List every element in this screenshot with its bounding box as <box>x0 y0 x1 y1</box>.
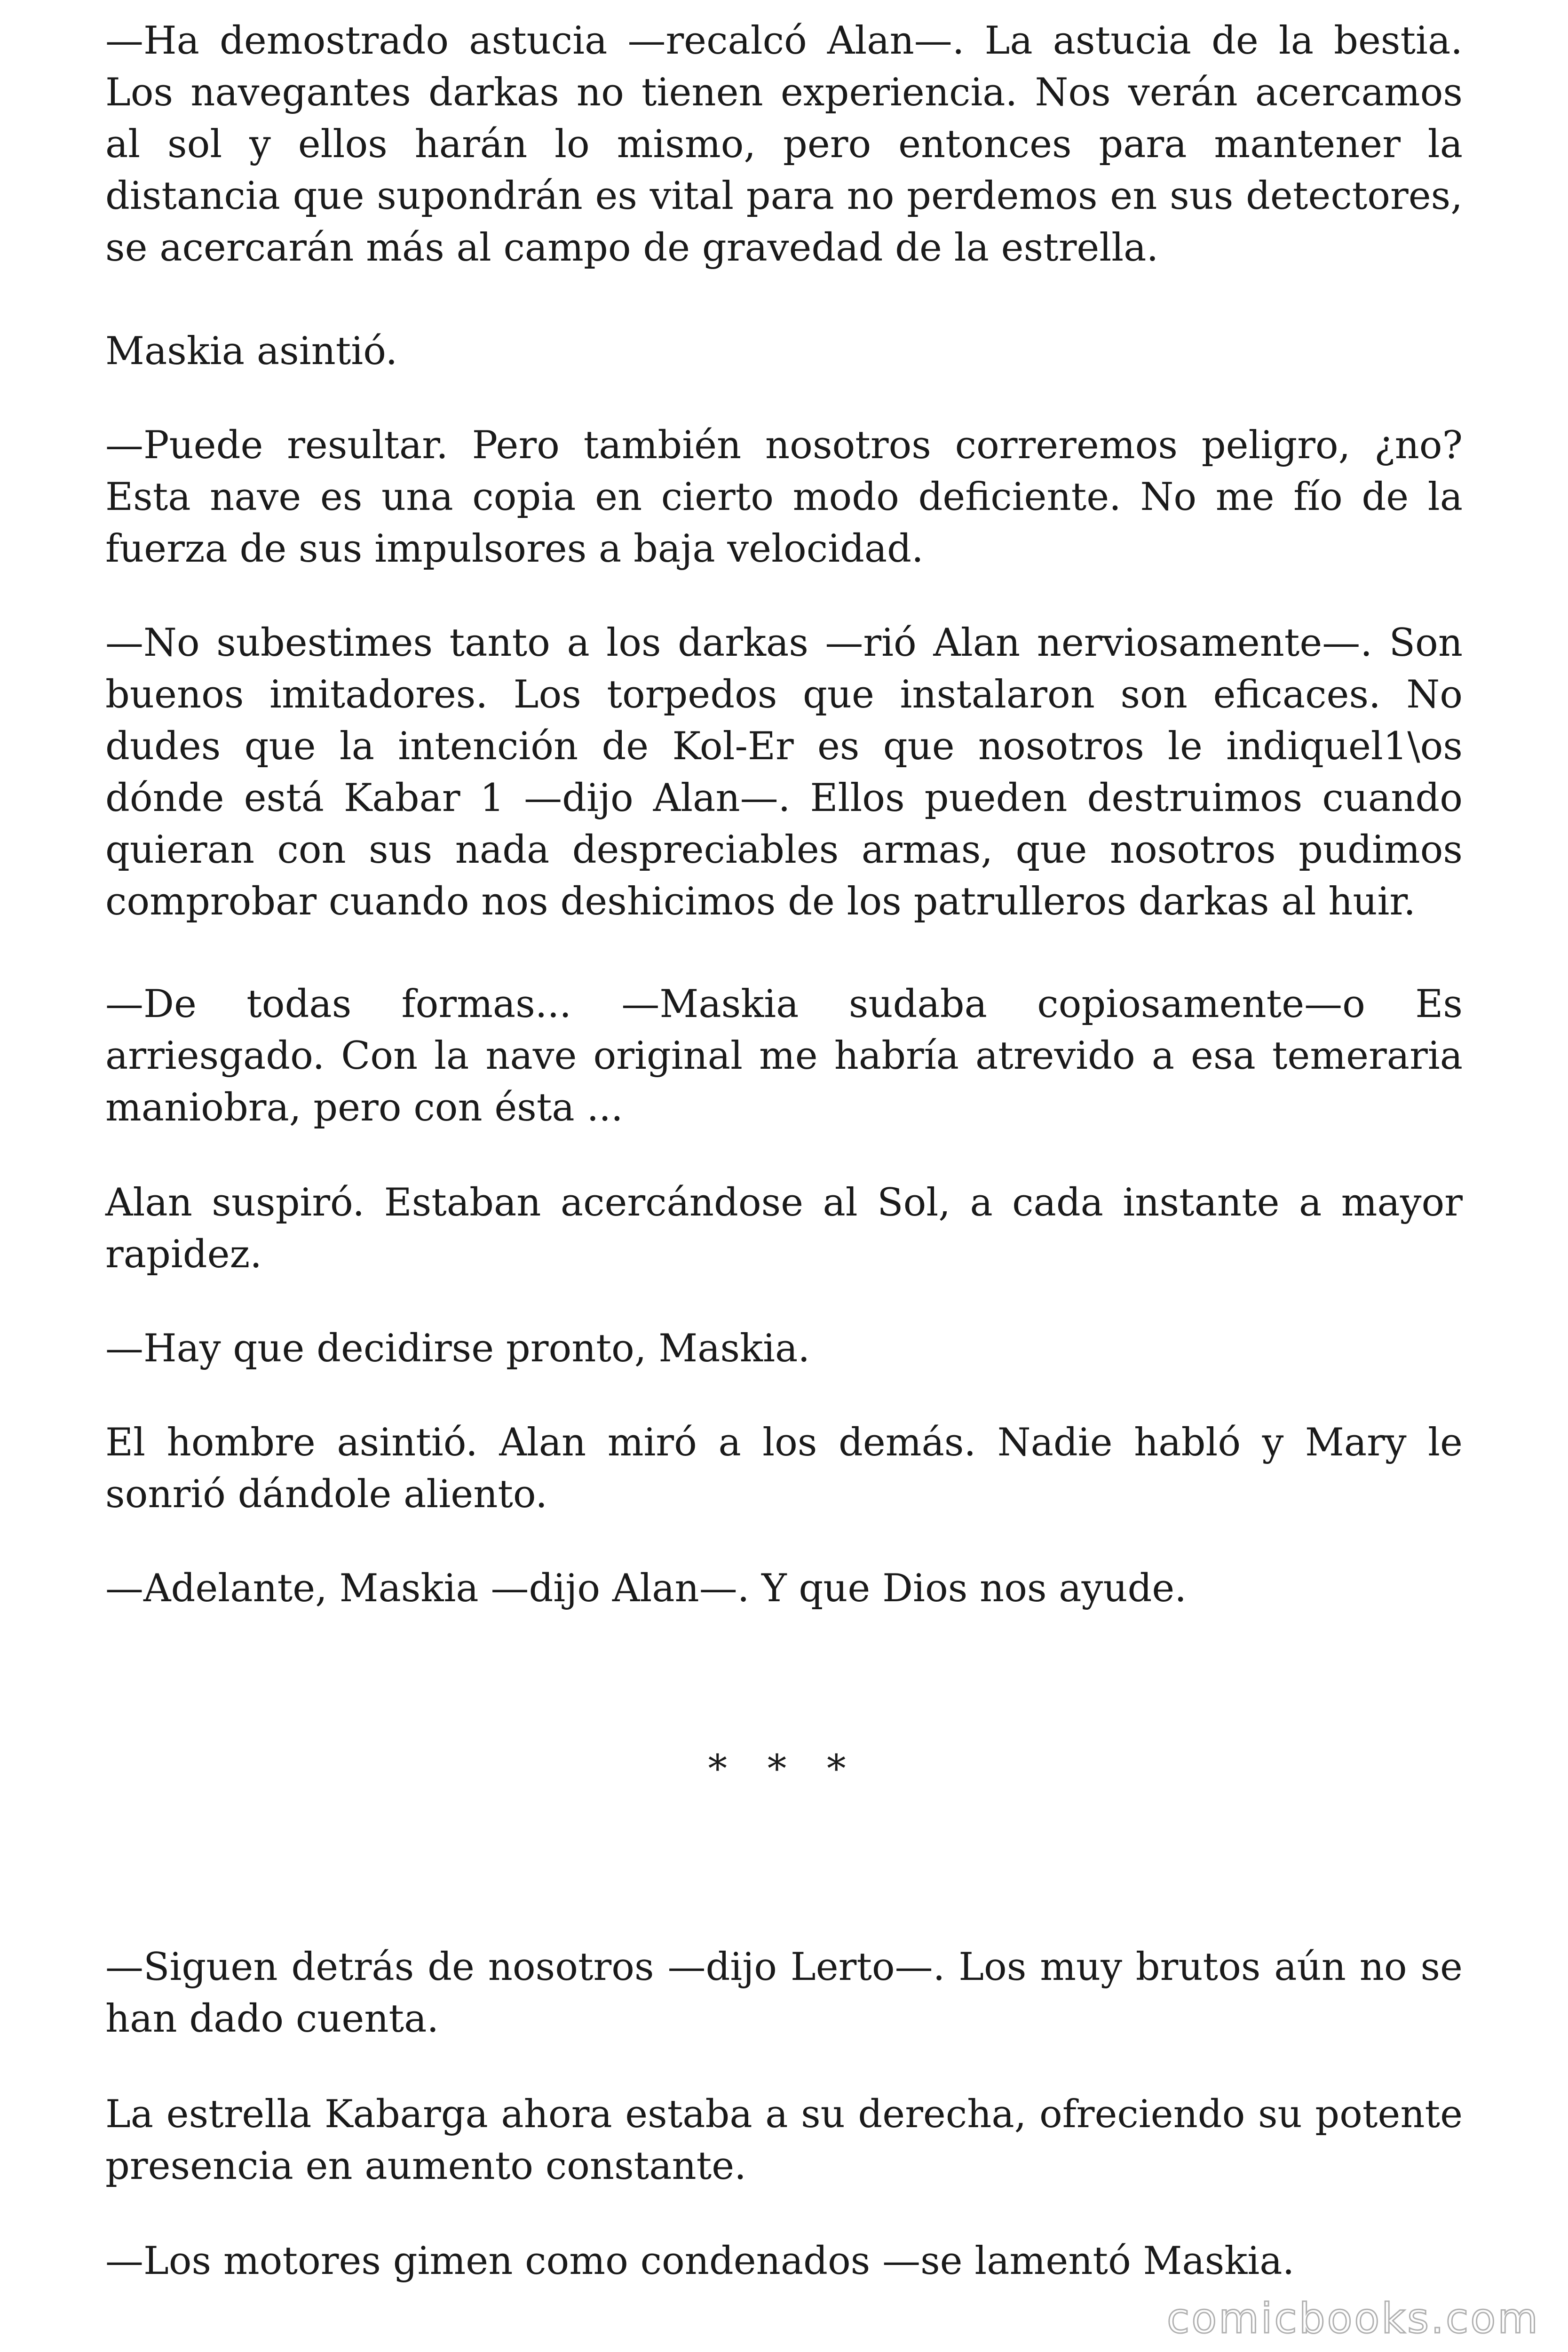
paragraph-9: —Adelante, Maskia —dijo Alan—. Y que Dios nos ayude. <box>105 1566 1187 1611</box>
paragraph-1: —Ha demostrado astucia —recalcó Alan—. La astucia de la bestia. Los navegantes darkas no tienen experiencia. Nos verán acercamos al sol y ellos harán lo mismo, pero entonces para mantener la distancia que supondrán es vital para no perdemos en sus detectores, se acercarán más al campo de gravedad de la estrella. <box>105 19 1463 270</box>
watermark-logo: comicbooks.com <box>1166 2294 1540 2343</box>
paragraph-6: Alan suspiró. Estaban acercándose al Sol, a cada instante a mayor rapidez. <box>105 1181 1463 1277</box>
paragraph-11: La estrella Kabarga ahora estaba a su derecha, ofreciendo su potente presencia en aumento constante. <box>105 2092 1463 2188</box>
paragraph-10: —Siguen detrás de nosotros —dijo Lerto—. Los muy brutos aún no se han dado cuenta. <box>105 1945 1463 2041</box>
paragraph-2: Maskia asintió. <box>105 329 398 373</box>
paragraph-4: —No subestimes tanto a los darkas —rió Alan nerviosamente—. Son buenos imitadores. Los torpedos que instalaron son eficaces. No dudes que la intención de Kol-Er es que nosotros le indiquel1\os dónde está Kabar 1 —dijo Alan—. Ellos pueden destruimos cuando quieran con sus nada despreciables armas, que nosotros pudimos comprobar cuando nos deshicimos de los patrulleros darkas al huir. <box>105 621 1463 924</box>
paragraph-12: —Los motores gimen como condenados —se lamentó Maskia. <box>105 2239 1295 2283</box>
book-page <box>105 0 1463 2352</box>
paragraph-8: El hombre asintió. Alan miró a los demás. Nadie habló y Mary le sonrió dándole aliento. <box>105 1421 1463 1517</box>
paragraph-3: —Puede resultar. Pero también nosotros correremos peligro, ¿no? Esta nave es una copia en cierto modo deficiente. No me fío de la fuerza de sus impulsores a baja velocidad. <box>105 423 1463 571</box>
paragraph-5: —De todas formas... —Maskia sudaba copiosamente—o Es arriesgado. Con la nave original me habría atrevido a esa temeraria maniobra, pero con ésta ... <box>105 982 1463 1130</box>
paragraph-7: —Hay que decidirse pronto, Maskia. <box>105 1327 810 1371</box>
scene-separator: * * * <box>708 1747 860 1791</box>
